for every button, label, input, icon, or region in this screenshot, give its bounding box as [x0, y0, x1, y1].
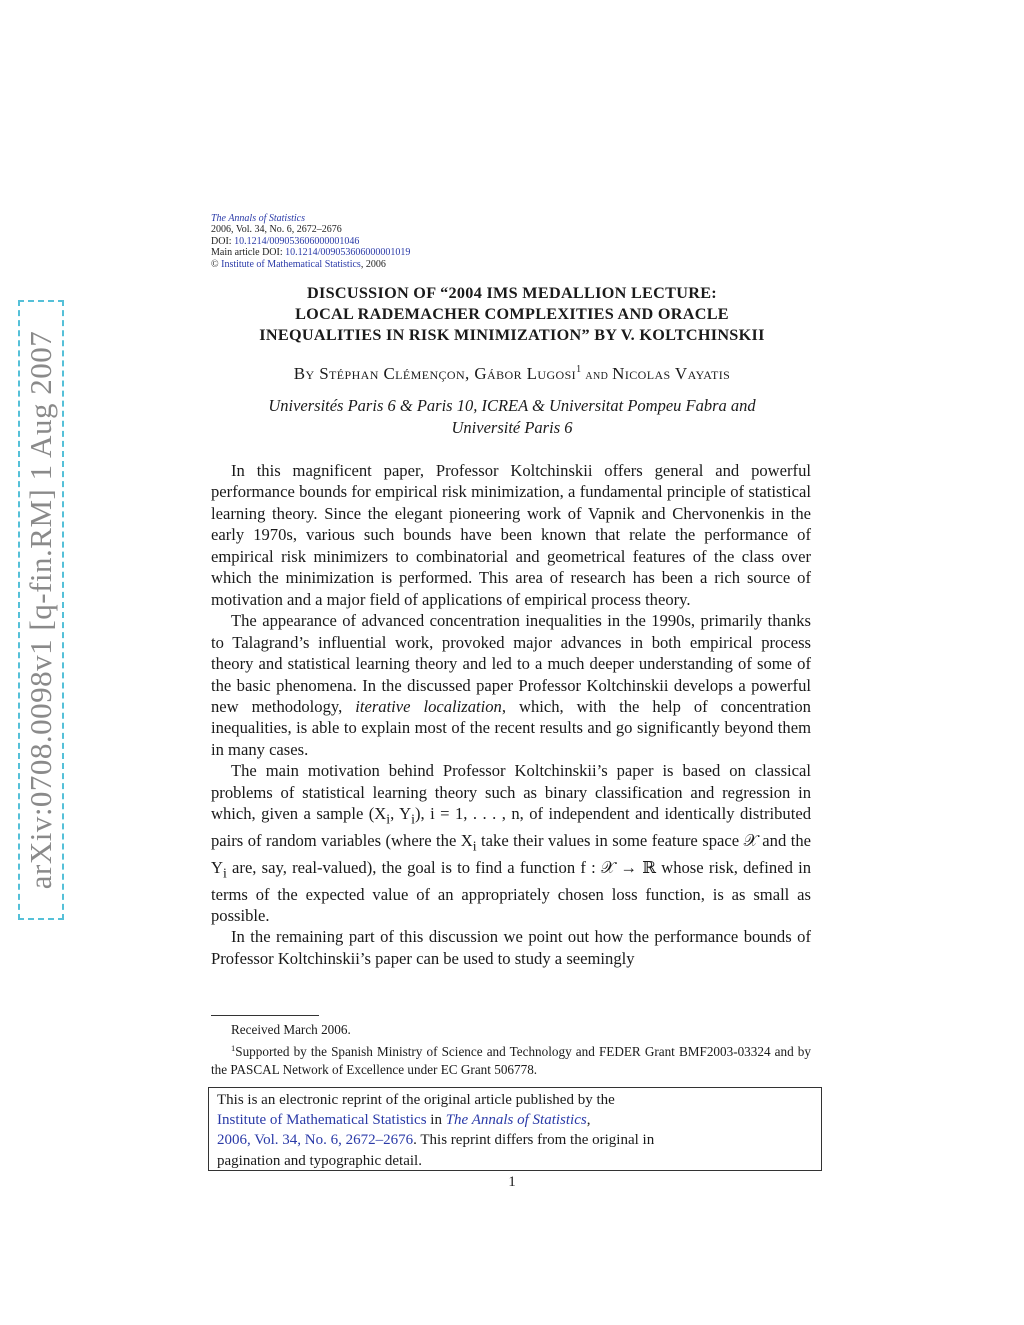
paragraph-3-text-e: are, say, real-valued), the goal is to find a function f : 𝒳 → ℝ whose risk, defined in terms of the expected value of an appropriately chosen loss function, is as small as possible. [211, 857, 811, 925]
title-line-3: INEQUALITIES IN RISK MINIMIZATION” BY V. KOLTCHINSKII [259, 326, 765, 344]
author-separator: , [465, 364, 475, 383]
main-doi-link[interactable]: 10.1214/009053606000001019 [285, 247, 411, 259]
footnote-marker[interactable]: 1 [576, 364, 582, 375]
paragraph-3 [211, 760, 811, 926]
main-doi-label: Main article DOI: [211, 247, 286, 259]
paragraph-2 [211, 610, 811, 760]
page-number: 1 [508, 1174, 516, 1190]
paragraph-2-text-a: The appearance of advanced concentration inequalities in the 1990s, primarily thanks to Talagrand’s influential work, provoked major advances in both empirical process theory and statistical learning theory and led to a much deeper understanding of some of the basic phenomena. In the discussed paper Professor Koltchinskii develops a powerful new methodology, [211, 611, 811, 716]
received-date: Received March 2006. [231, 1022, 351, 1037]
author-vayatis: Nicolas Vayatis [612, 364, 731, 383]
copyright-year: , 2006 [360, 258, 386, 270]
paragraph-4: In the remaining part of this discussion we point out how the performance bounds of Professor Koltchinskii’s paper can be used to study a seemingly [211, 927, 811, 968]
arxiv-stamp [18, 300, 64, 920]
doi-link[interactable]: 10.1214/009053606000001046 [234, 235, 360, 247]
paper-title [180, 283, 844, 346]
author-clemencon: Stéphan Clémençon [319, 364, 466, 383]
emphasis-term: iterative localization [355, 696, 502, 716]
publisher-link[interactable]: Institute of Mathematical Statistics [221, 258, 361, 270]
arxiv-id: arXiv:0708.0098v1 [q-fin.RM] 1 Aug 2007 [23, 330, 58, 890]
reprint-line-4: pagination and typographic detail. [217, 1152, 422, 1169]
affiliations [180, 395, 844, 439]
and-label: and [581, 368, 613, 383]
title-line-2: LOCAL RADEMACHER COMPLEXITIES AND ORACLE [295, 305, 729, 323]
reprint-publisher-link[interactable]: Institute of Mathematical Statistics [217, 1112, 427, 1129]
footnotes [211, 1021, 811, 1079]
reprint-line-1: This is an electronic reprint of the original article published by the [217, 1092, 615, 1108]
paragraph-2-text-b: , which, with the help of concentration inequalities, is able to explain most of the recent results and go significantly beyond them in many cases. [211, 696, 811, 759]
subscript-i: i [386, 811, 391, 827]
reprint-citation-link[interactable]: 2006, Vol. 34, No. 6, 2672–2676 [217, 1132, 414, 1149]
author-list [180, 364, 844, 384]
paragraph-3-text-b: , Y [390, 804, 412, 824]
reprint-rest: . This reprint differs from the original in [413, 1132, 655, 1149]
doi-label: DOI: [211, 235, 235, 247]
subscript-i: i [222, 865, 227, 881]
journal-name[interactable]: The Annals of Statistics [211, 213, 305, 224]
footnote-1 [211, 1039, 811, 1079]
paragraph-3-text-c: ), i = 1, . . . , n, of independent and identically distributed pairs of random variables (where the X [211, 804, 811, 851]
reprint-in: in [426, 1112, 446, 1129]
paragraph-3-text-a: The main motivation behind Professor Koltchinskii’s paper is based on classical problems of statistical learning theory such as binary classification and regression in which, given a sample (X [211, 761, 811, 824]
paragraph-1: In this magnificent paper, Professor Koltchinskii offers general and powerful performance bounds for empirical risk minimization, a fundamental principle of statistical learning theory. Since the elegant pioneering work of Vapnik and Chervonenkis in the early 1970s, various such bounds have been known that relate the performance of empirical risk minimizers to combinatorial and geometrical features of the class over which the minimization is performed. This area of research has been a rich source of motivation and a major field of applications of empirical process theory. [211, 461, 811, 609]
reprint-journal-link[interactable]: The Annals of Statistics [445, 1112, 587, 1129]
title-line-1: DISCUSSION OF “2004 IMS MEDALLION LECTURE: [307, 284, 717, 302]
reprint-comma: , [586, 1112, 591, 1129]
footnote-1-marker: 1 [231, 1043, 236, 1053]
copyright-icon: © [211, 258, 219, 270]
journal-volume: 2006, Vol. 34, No. 6, 2672–2676 [211, 224, 342, 236]
journal-header [211, 213, 410, 270]
reprint-notice [208, 1087, 822, 1171]
subscript-i: i [411, 811, 415, 827]
affiliation-line-2: Université Paris 6 [451, 418, 573, 437]
footnote-1-text: Supported by the Spanish Ministry of Science and Technology and FEDER Grant BMF2003-03324 and by the PASCAL Network of Excellence under EC Grant 506778. [211, 1044, 811, 1077]
footnote-rule [211, 1015, 319, 1016]
body-text [211, 460, 811, 969]
paragraph-3-text-d: take their values in some feature space 𝒳 and the Y [211, 831, 811, 877]
affiliation-line-1: Universités Paris 6 & Paris 10, ICREA & Universitat Pompeu Fabra and [268, 396, 756, 415]
by-label: By [293, 364, 320, 383]
subscript-i: i [472, 838, 477, 854]
author-lugosi: Gábor Lugosi [474, 364, 577, 383]
